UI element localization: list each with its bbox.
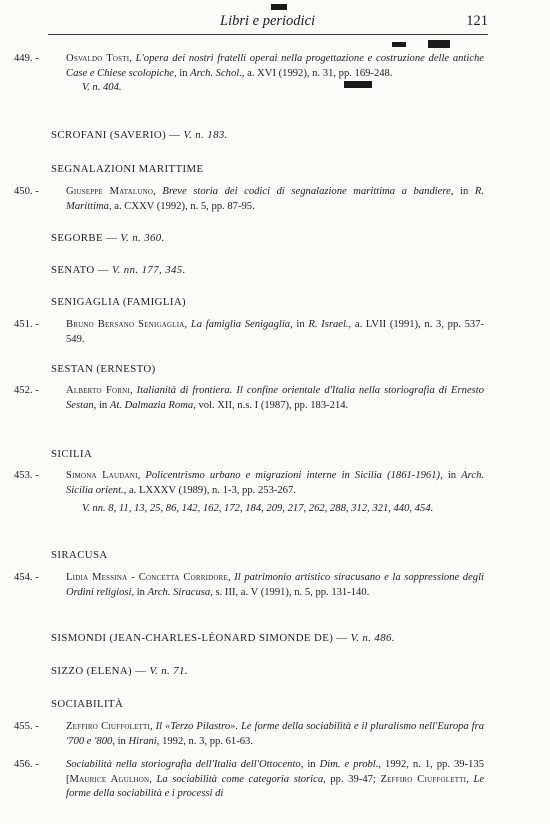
entry-title: Breve storia dei codici di segnalazione marittima a bandiere [162,186,451,197]
subject-heading: SISMONDI (JEAN-CHARLES-LÉONARD SIMONDE DE) — V. n. 486. [51,632,395,644]
entry-cross-reference: V. n. 404. [82,82,122,93]
bibliography-entry [14,384,484,413]
entry-journal: R. Marittima [66,186,485,212]
entry-text: Osvaldo Tosti, L'opera dei nostri fratelli operai nella progettazione e costruzione delle antiche Case e Chiese scolopiche, in Arch. Schol., a. XVI (1992), n. 31, pp. 169-248. V. n. 404. [66,52,484,96]
entry-title: L'opera dei nostri fratelli operai nella progettazione e costruzione delle antiche Case e Chiese scolopiche [66,53,485,79]
entry-author: Simona Laudani [66,470,138,481]
entry-number: 455. - [14,721,39,732]
entry-text: Zeffiro Ciuffoletti, Il «Terzo Pilastro». Le forme della sociabilità e il pluralismo nell'Europa fra '700 e '800, in Hirani, 1992, n. 3, pp. 61-63. [66,721,485,747]
entry-author: Bruno Bersano Senigaglia [66,319,185,330]
scan-mark [392,42,406,47]
bibliography-entry [14,52,484,96]
scan-mark [428,40,450,48]
entry-details: , s. III, a. V (1991), n. 5, pp. 131-140. [210,586,370,598]
entry-journal: Arch. Schol. [190,67,242,79]
entry-text: Bruno Bersano Senigaglia, La famiglia Senigaglia, in R. Israel., a. LVII (1991), n. 3, pp. 537-549. [66,319,485,345]
entry-text: Alberto Forni, Italianità di frontiera. Il confine orientale d'Italia nella storiografia di Ernesto Sestan, in At. Dalmazia Roma, vol. XII, n.s. I (1987), pp. 183-214. [66,385,485,411]
entry-author: Lidia Messina - Concetta Corridore [66,572,228,583]
entry-details: , a. LVII (1991), n. 3, pp. 537-549. [66,319,485,345]
entry-text: Lidia Messina - Concetta Corridore, Il patrimonio artistico siracusano e la soppressione degli Ordini religiosi, in Arch. Siracusa, s. III, a. V (1991), n. 5, pp. 131-140. [66,572,484,598]
entry-number: 454. - [14,572,39,583]
entry-title: Sociabilità nella storiografia dell'Italia dell'Ottocento [66,759,301,770]
subject-heading: SENATO — V. nn. 177, 345. [51,264,186,276]
subject-heading: SENIGAGLIA (FAMIGLIA) [51,296,187,308]
entry-text: Simona Laudani, Policentrismo urbano e migrazioni interne in Sicilia (1861-1961), in Arch. Sicilia orient., a. LXXXV (1989), n. 1-3, pp. 253-267. V. nn. 8, 11, 13, 25, 86, 142, 162, 172, 184, 209, 217, 262, 288, 312, 321, 440, 454. [66,469,484,517]
header-title: Libri e periodici [220,13,316,29]
cross-reference: V. nn. 177, 345. [112,264,186,276]
cross-reference: V. n. 71. [149,665,188,677]
entry-details: , 1992, n. 3, pp. 61-63. [156,735,253,747]
bibliography-entry [14,571,484,600]
scan-mark [344,81,372,88]
entry-details: , pp. 39-47; [323,773,381,785]
subject-heading: SEGORBE — V. n. 360. [51,232,165,244]
entry-details: , vol. XII, n.s. I (1987), pp. 183-214. [193,399,349,411]
entry-author: Zeffiro Ciuffoletti [66,721,151,732]
entry-number: 450. - [14,186,39,197]
bibliography-entry [14,469,484,517]
entry-title: La sociabilità come categoria storica [156,773,324,785]
subject-heading: SCROFANI (SAVERIO) — V. n. 183. [51,129,228,141]
cross-reference: V. n. 360. [120,232,165,244]
entry-number: 452. - [14,385,39,396]
entry-details: , 1992, n. 1, pp. 39-135 [ [66,759,485,785]
entry-title: Il patrimonio artistico siracusano e la soppressione degli Ordini religiosi [66,572,484,598]
entry-journal: Arch. Siracusa [147,586,211,598]
entry-details: , a. CXXV (1992), n. 5, pp. 87-95. [108,200,255,212]
entry-number: 456. - [14,759,39,770]
entry-details: , a. XVI (1992), n. 31, pp. 169-248. [241,67,393,79]
entry-number: 449. - [14,53,39,64]
entry-title: Il «Terzo Pilastro». Le forme della sociabilità e il pluralismo nell'Europa fra '700 e '800 [66,721,485,747]
subject-heading: SOCIABILITÀ [51,698,124,710]
subject-heading: SICILIA [51,448,93,460]
entry-title: Italianità di frontiera. Il confine orientale d'Italia nella storiografia di Ernesto Sestan [66,385,485,411]
entry-text: Giuseppe Mataluno, Breve storia dei codici di segnalazione marittima a bandiere, in R. Marittima, a. CXXV (1992), n. 5, pp. 87-95. [66,186,485,212]
subject-heading: SEGNALAZIONI MARITTIME [51,163,204,175]
entry-details: , a. LXXXV (1989), n. 1-3, pp. 253-267. [123,484,296,496]
entry-journal: Arch. Sicilia orient. [66,470,485,496]
entry-journal: R. Israel. [308,319,349,330]
entry-title: Policentrismo urbano e migrazioni interne in Sicilia (1861-1961) [145,470,441,481]
subject-heading: SIZZO (ELENA) — V. n. 71. [51,665,188,677]
bibliography-entry [14,720,484,749]
subject-heading: SIRACUSA [51,549,108,561]
bibliography-entry [14,318,484,347]
entry-journal: Dim. e probl. [319,759,379,770]
cross-reference: V. n. 486. [350,632,395,644]
entry-author: Alberto Forni [66,385,130,396]
scan-mark [271,4,287,10]
entry-journal: At. Dalmazia Roma [109,399,194,411]
entry-author: Osvaldo Tosti [66,53,130,64]
entry-text: Sociabilità nella storiografia dell'Italia dell'Ottocento, in Dim. e probl., 1992, n. 1, pp. 39-135 [Maurice Agulhon, La sociabilità come categoria storica, pp. 39-47; Zeffiro Ciuffoletti, Le forme della sociabilità e i processi di [66,759,485,799]
entry-author: Zeffiro Ciuffoletti [380,773,467,785]
entry-number: 451. - [14,319,39,330]
entry-title: Le forme della sociabilità e i processi di [66,773,485,799]
bibliography-entry [14,758,484,802]
page-number: 121 [466,13,488,29]
entry-cross-reference: V. nn. 8, 11, 13, 25, 86, 142, 162, 172, 184, 209, 217, 262, 288, 312, 321, 440, 454. [82,503,434,514]
subject-heading: SESTAN (ERNESTO) [51,363,156,375]
entry-number: 453. - [14,470,39,481]
entry-author: Giuseppe Mataluno [66,186,154,197]
entry-journal: Hirani [128,735,157,747]
entry-title: La famiglia Senigaglia [190,319,291,330]
entry-author: Maurice Agulhon [69,773,150,785]
running-header [48,12,488,35]
bibliography-entry [14,185,484,214]
cross-reference: V. n. 183. [183,129,228,141]
